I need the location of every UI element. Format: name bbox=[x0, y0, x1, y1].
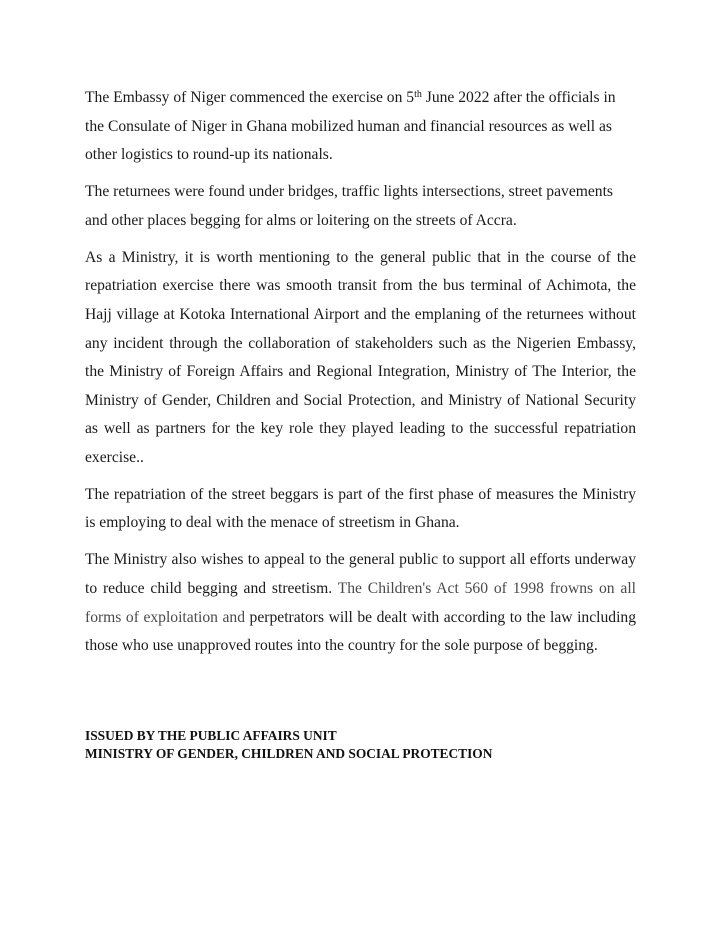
paragraph-returnees-found: The returnees were found under bridges, traffic lights intersections, street pavements and other places begging for alms or loitering on the streets of Accra. bbox=[85, 183, 613, 229]
paragraph-ministry-stakeholders: As a Ministry, it is worth mentioning to the general public that in the course of the repatriation exercise there was smooth transit from the bus terminal of Achimota, the Hajj village at Kotoka International Airport and the emplaning of the returnees without any incident through the collaboration of stakeholders such as the Nigerien Embassy, the Ministry of Foreign Affairs and Regional Integration, Ministry of The Interior, the Ministry of Gender, Children and Social Protection, and Ministry of National Security as well as partners for the key role they played leading to the successful repatriation exercise.. bbox=[85, 248, 636, 466]
paragraph-text: The Embassy of Niger commenced the exercise on 5 bbox=[85, 89, 415, 106]
childrens-act-reference: The Children's Act 560 of 1998 frowns on all forms of exploitation and bbox=[85, 580, 636, 626]
paragraph-public-appeal bbox=[85, 546, 636, 660]
press-release-body bbox=[85, 84, 636, 669]
ordinal-superscript: th bbox=[414, 89, 422, 100]
issuer-ministry: MINISTRY OF GENDER, CHILDREN AND SOCIAL PROTECTION bbox=[85, 745, 493, 761]
paragraph-repatriation-phase: The repatriation of the street beggars is part of the first phase of measures the Ministry is employing to deal with the menace of streetism in Ghana. bbox=[85, 485, 636, 532]
issuer-unit: ISSUED BY THE PUBLIC AFFAIRS UNIT bbox=[85, 728, 337, 743]
paragraph-embassy-exercise bbox=[85, 84, 636, 170]
paragraph-text: June 2022 after the officials in the Consulate of Niger in Ghana mobilized human and financial resources as well as other logistics to round-up its nationals. bbox=[85, 89, 616, 164]
issuer-signature-block bbox=[85, 727, 492, 762]
paragraph-text: The Ministry also wishes to appeal to the general public to support all efforts underway to reduce child begging and streetism. bbox=[85, 551, 636, 598]
paragraph-text: perpetrators will be dealt with according to the law including those who use unapproved routes into the country for the sole purpose of begging. bbox=[85, 608, 636, 655]
